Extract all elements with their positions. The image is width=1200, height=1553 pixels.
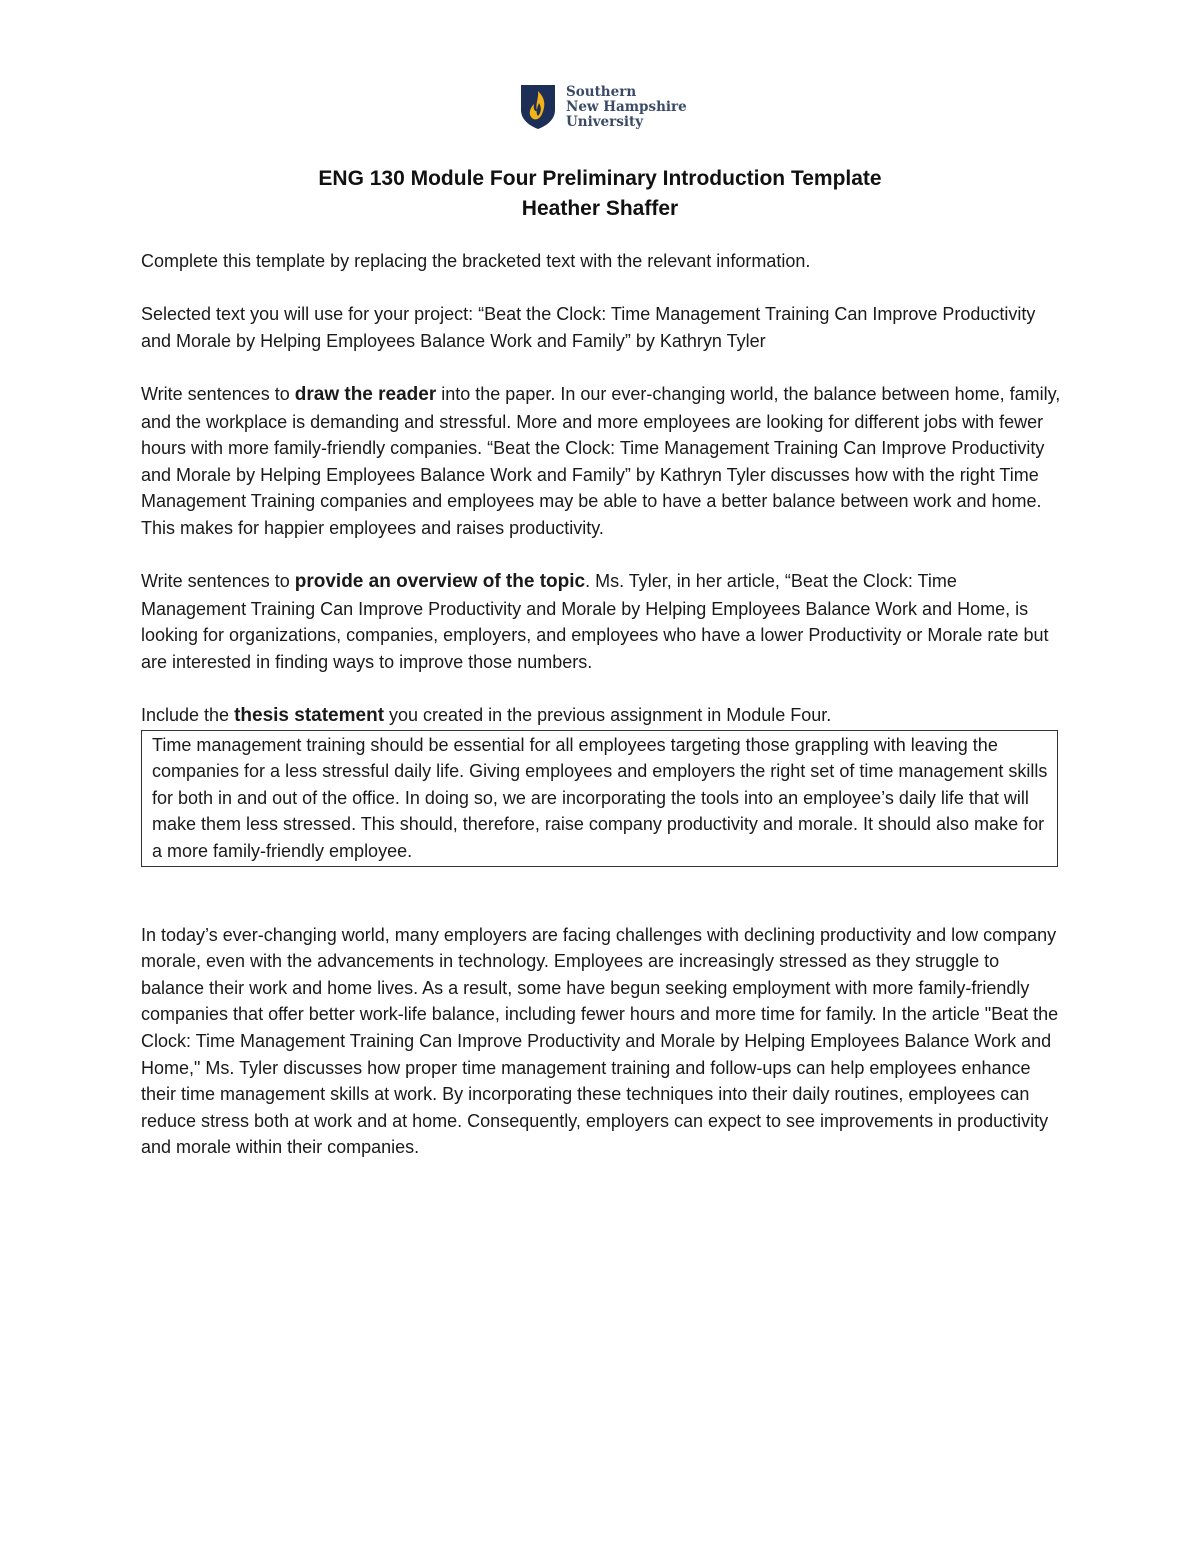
logo-line-2: New Hampshire bbox=[566, 99, 687, 115]
draw-reader-body: into the paper. In our ever-changing world, the balance between home, family, and the workplace is demanding and stressful. More and more employees are looking for different jobs with fewer hours with more family-friendly companies. “Beat the Clock: Time Management Training Can Improve Productivity and Morale by Helping Employees Balance Work and Family” by Kathryn Tyler discusses how with the right Time Management Training companies and employees may be able to have a better balance between work and home. This makes for happier employees and raises productivity. bbox=[141, 383, 1061, 538]
thesis-statement-box bbox=[141, 730, 1058, 867]
thesis-prompt bbox=[141, 702, 1061, 730]
document-title: ENG 130 Module Four Preliminary Introduction Template bbox=[318, 167, 882, 190]
instructions-paragraph: Complete this template by replacing the bracketed text with the relevant information. bbox=[141, 251, 811, 271]
thesis-body: you created in the previous assignment in Module Four. bbox=[384, 705, 832, 726]
draw-reader-emphasis: draw the reader bbox=[294, 383, 437, 405]
university-logo bbox=[520, 84, 687, 130]
thesis-lead: Include the bbox=[141, 705, 235, 726]
draw-reader-paragraph bbox=[141, 381, 1061, 542]
draw-reader-lead: Write sentences to bbox=[141, 383, 295, 404]
author-name: Heather Shaffer bbox=[521, 197, 679, 220]
overview-paragraph bbox=[141, 568, 1061, 675]
thesis-emphasis: thesis statement bbox=[234, 705, 385, 727]
introduction-paragraph: In today’s ever-changing world, many employers are facing challenges with declining productivity and low company morale, even with the advancements in technology. Employees are increasingly stressed as they struggle to balance their work and home lives. As a result, some have begun seeking employment with more family-friendly companies that offer better work-life balance, including fewer hours and more time for family. In the article "Beat the Clock: Time Management Training Can Improve Productivity and Morale by Helping Employees Balance Work and Home," Ms. Tyler discusses how proper time management training and follow-ups can help employees enhance their time management skills at work. By incorporating these techniques into their daily routines, employees can reduce stress both at work and at home. Consequently, employers can expect to see improvements in productivity and morale within their companies. bbox=[141, 924, 1059, 1158]
flame-shield-icon bbox=[520, 84, 556, 130]
university-name bbox=[566, 85, 687, 130]
overview-lead: Write sentences to bbox=[141, 571, 295, 592]
logo-line-1: Southern bbox=[566, 84, 637, 100]
document-header bbox=[0, 164, 1200, 224]
document-body bbox=[141, 248, 1061, 1161]
overview-emphasis: provide an overview of the topic bbox=[294, 571, 586, 593]
overview-body: . Ms. Tyler, in her article, “Beat the Clock: Time Management Training Can Improve Productivity and Morale by Helping Employees Balance Work and Home, is looking for organizations, companies, employers, and employees who have a lower Productivity or Morale rate but are interested in finding ways to improve those numbers. bbox=[141, 571, 1049, 672]
thesis-statement: Time management training should be essential for all employees targeting those grappling with leaving the companies for a less stressful daily life. Giving employees and employers the right set of time management skills for both in and out of the office. In doing so, we are incorporating the tools into an employee’s daily life that will make them less stressed. This should, therefore, raise company productivity and morale. It should also make for a more family-friendly employee. bbox=[152, 734, 1048, 862]
logo-line-3: University bbox=[566, 114, 644, 130]
selected-text-paragraph: Selected text you will use for your project: “Beat the Clock: Time Management Training Can Improve Productivity and Morale by Helping Employees Balance Work and Family” by Kathryn Tyler bbox=[141, 304, 1036, 351]
